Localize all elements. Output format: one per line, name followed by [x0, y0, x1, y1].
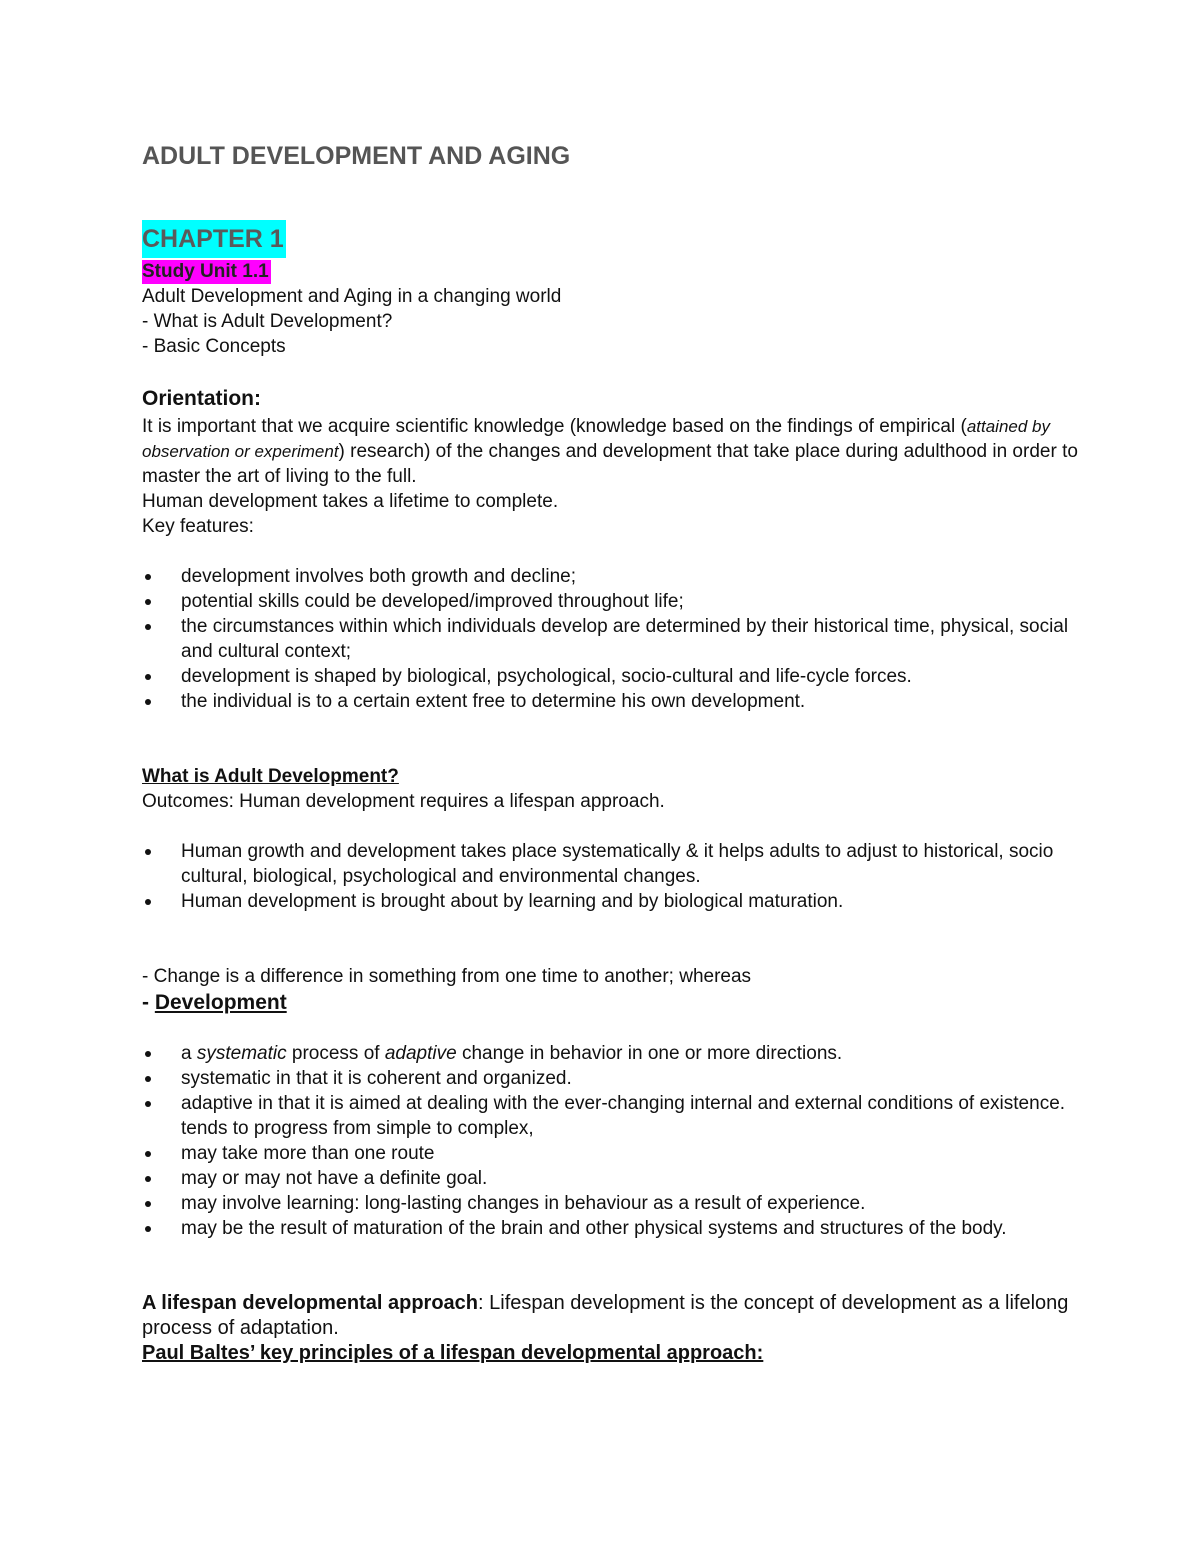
bullet-icon: [145, 1176, 151, 1182]
list-item: Human growth and development takes place systematically & it helps adults to adjust to historical, socio cultural, biological, psychological and environmental changes.: [142, 839, 1082, 889]
list-item: systematic in that it is coherent and organized.: [142, 1066, 1082, 1091]
orientation-text-b: ) research) of the changes and development that take place during adulthood in order to master the art of living to the full.: [142, 441, 1078, 487]
change-line: - Change is a difference in something from one time to another; whereas: [142, 966, 752, 987]
chapter-heading: CHAPTER 1: [142, 220, 286, 258]
bullet-icon: [145, 624, 151, 630]
list-item: adaptive in that it is aimed at dealing with the ever-changing internal and external conditions of existence. tends to progress from simple to complex,: [142, 1091, 1082, 1141]
list-item: may or may not have a definite goal.: [142, 1166, 1082, 1191]
lifespan-bold: A lifespan developmental approach: [142, 1292, 479, 1314]
bullet-icon: [145, 1101, 151, 1107]
bullet-icon: [145, 1201, 151, 1207]
baltes-heading: Paul Baltes’ key principles of a lifespan developmental approach:: [142, 1342, 764, 1364]
list-item: may involve learning: long-lasting changes in behaviour as a result of experience.: [142, 1191, 1082, 1216]
list-item: the individual is to a certain extent free to determine his own development.: [142, 689, 1082, 714]
orientation-line-3: Key features:: [142, 516, 254, 537]
list-item: the circumstances within which individuals develop are determined by their historical time, physical, social and cultural context;: [142, 614, 1082, 664]
document-title: ADULT DEVELOPMENT AND AGING: [142, 142, 571, 170]
development-list: [142, 1041, 1171, 1241]
bullet-icon: [145, 674, 151, 680]
development-dash: -: [142, 991, 155, 1014]
bullet-icon: [145, 1076, 151, 1082]
bullet-icon: [145, 699, 151, 705]
bullet-icon: [145, 599, 151, 605]
list-item: may be the result of maturation of the brain and other physical systems and structures of the body.: [142, 1216, 1082, 1241]
bullet-icon: [145, 1151, 151, 1157]
unit-line: - What is Adult Development?: [142, 311, 393, 332]
adult-dev-heading: What is Adult Development?: [142, 766, 399, 787]
unit-line: Adult Development and Aging in a changing world: [142, 286, 562, 307]
bullet-icon: [145, 899, 151, 905]
lifespan-rest: : Lifespan development is the concept of development as a lifelong process of adaptation.: [142, 1292, 1069, 1339]
study-unit-heading: Study Unit 1.1: [142, 261, 269, 282]
bullet-icon: [145, 1051, 151, 1057]
orientation-text-a: It is important that we acquire scientific knowledge (knowledge based on the findings of empirical (: [142, 416, 967, 437]
orientation-italic: attained by observation or experiment: [142, 417, 1051, 461]
orientation-line-2: Human development takes a lifetime to complete.: [142, 491, 559, 512]
development-heading: [142, 989, 1082, 1016]
bullet-icon: [145, 574, 151, 580]
chapter-row: [142, 220, 1082, 258]
list-item: development involves both growth and decline;: [142, 564, 1082, 589]
key-features-list: [142, 564, 1082, 714]
outcomes-line: Outcomes: Human development requires a lifespan approach.: [142, 791, 665, 812]
bullet-icon: [145, 1226, 151, 1232]
list-item: may take more than one route: [142, 1141, 1082, 1166]
list-item: a systematic process of adaptive change in behavior in one or more directions.: [142, 1041, 1082, 1066]
bullet-icon: [145, 849, 151, 855]
list-item: Human development is brought about by learning and by biological maturation.: [142, 889, 1082, 914]
orientation-paragraph: [142, 414, 1082, 489]
lifespan-paragraph: [142, 1291, 1082, 1341]
study-unit-row: [142, 260, 1082, 284]
orientation-heading: Orientation:: [142, 387, 261, 410]
adult-dev-list: [142, 839, 1082, 914]
document-page: [142, 138, 1171, 1366]
list-item: potential skills could be developed/improved throughout life;: [142, 589, 1082, 614]
development-word: Development: [154, 991, 287, 1014]
unit-line: - Basic Concepts: [142, 336, 286, 357]
list-item: development is shaped by biological, psychological, socio-cultural and life-cycle forces.: [142, 664, 1082, 689]
